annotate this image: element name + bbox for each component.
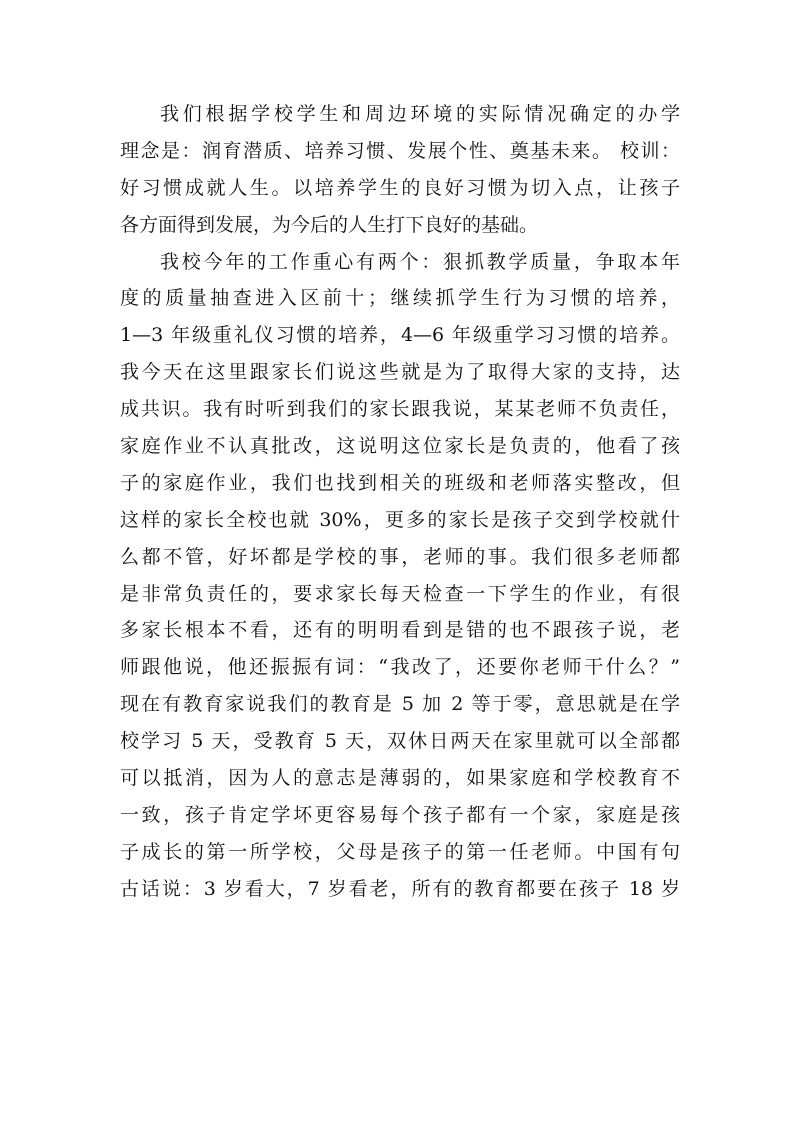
text-line: 度的质量抽查进入区前十；继续抓学生行为习惯的培养， [120,287,680,310]
text-line: 古话说：3 岁看大，7 岁看老，所有的教育都要在孩子 18 岁 [120,877,680,900]
text-line: 理念是：润育潜质、培养习惯、发展个性、奠基未来。 校训： [120,139,680,162]
text-line: 我们根据学校学生和周边环境的实际情况确定的办学 [160,103,680,125]
text-line: 多家长根本不看，还有的明明看到是错的也不跟孩子说，老 [120,619,680,642]
body-text [120,96,680,908]
text-line: 么都不管，好坏都是学校的事，老师的事。我们很多老师都 [120,545,680,568]
text-line: 师跟他说，他还振振有词：“我改了，还要你老师干什么？” [120,656,680,679]
text-line: 我校今年的工作重心有两个：狠抓教学质量，争取本年 [160,250,680,273]
text-line: 现在有教育家说我们的教育是 5 加 2 等于零，意思就是在学 [120,693,680,716]
text-line: 成共识。我有时听到我们的家长跟我说，某某老师不负责任， [120,398,680,421]
text-line: 子的家庭作业，我们也找到相关的班级和老师落实整改，但 [120,471,680,494]
text-line: 可以抵消，因为人的意志是薄弱的，如果家庭和学校教育不 [120,767,680,790]
text-line: 我今天在这里跟家长们说这些就是为了取得大家的支持，达 [120,361,680,384]
text-line: 好习惯成就人生。以培养学生的良好习惯为切入点，让孩子 [120,176,680,199]
text-line: 是非常负责任的，要求家长每天检查一下学生的作业，有很 [120,582,680,605]
text-line: 子成长的第一所学校，父母是孩子的第一任老师。中国有句 [120,840,680,863]
text-line: 这样的家长全校也就 30%，更多的家长是孩子交到学校就什 [120,508,680,531]
text-line: 校学习 5 天，受教育 5 天，双休日两天在家里就可以全部都 [120,730,680,753]
text-line: 1—3 年级重礼仪习惯的培养，4—6 年级重学习习惯的培养。 [120,324,680,347]
text-line: 家庭作业不认真批改，这说明这位家长是负责的，他看了孩 [120,435,680,458]
text-line: 一致，孩子肯定学坏更容易每个孩子都有一个家，家庭是孩 [120,803,680,826]
text-line: 各方面得到发展，为今后的人生打下良好的基础。 [120,213,539,236]
